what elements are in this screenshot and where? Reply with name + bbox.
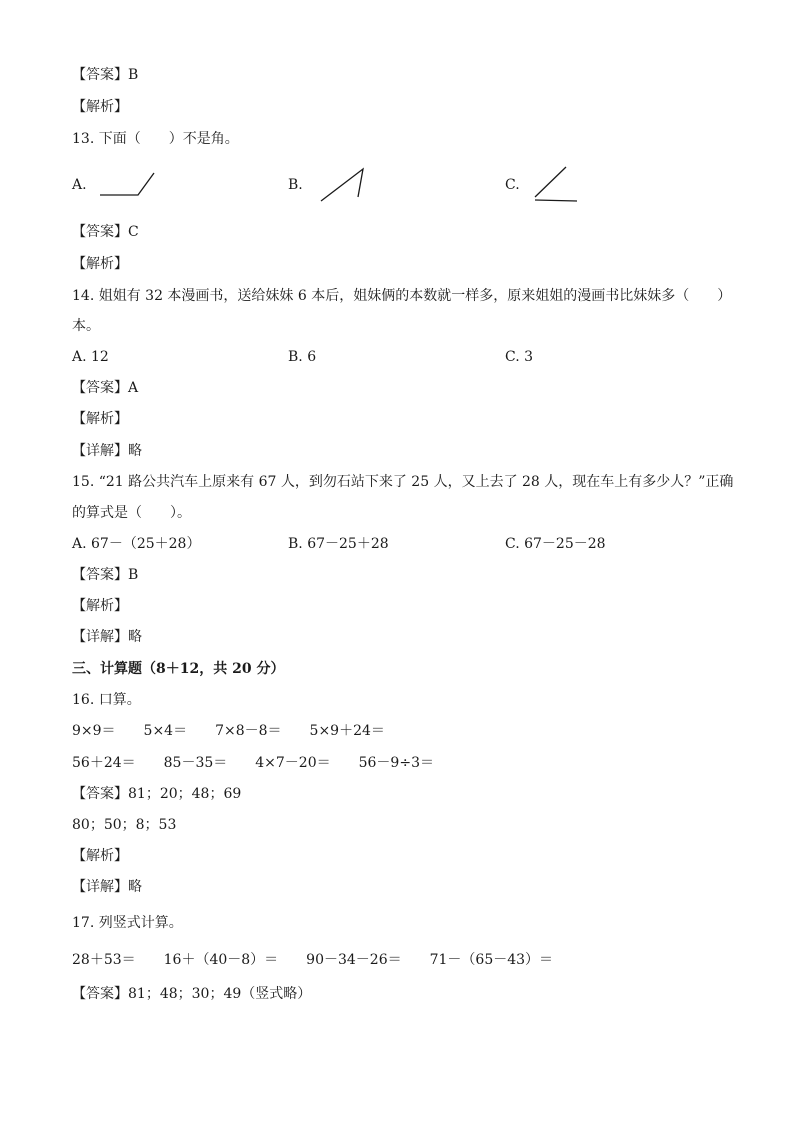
q14-answer-line [72,378,138,398]
q16-stem: 16. 口算。 [72,692,141,708]
q15-detail-line [72,627,142,647]
q13-option-c-letter: C. [505,177,520,193]
q13-option-b-figure [318,165,368,205]
answer-label: 【答案】 [72,380,128,396]
q16-detail: 略 [128,879,142,895]
q17-row1: 28＋53＝ 16＋（40－8）＝ 90－34－26＝ 71－（65－43）＝ [72,952,554,968]
q15-detail: 略 [128,629,142,645]
detail-label: 【详解】 [72,629,128,645]
q12-answer-line [72,65,138,85]
answer-label: 【答案】 [72,986,128,1002]
q14-answer: A [128,380,139,396]
q16-row2: 56＋24＝ 85－35＝ 4×7－20＝ 56－9÷3＝ [72,755,434,771]
q14-option-a: A. 12 [72,349,109,365]
q14-option-b: B. 6 [288,349,317,365]
q15-option-a: A. 67－（25＋28） [72,536,201,552]
q15-option-c: C. 67－25－28 [505,536,606,552]
q16-answer-line1: 81；20；48；69 [128,786,242,802]
q13-option-b-letter: B. [288,177,303,193]
q17-answer: 81；48；30；49（竖式略） [128,986,312,1002]
q14-stem-line2: 本。 [72,318,100,334]
answer-label: 【答案】 [72,786,128,802]
q13-stem: 13. 下面（ ）不是角。 [72,131,239,147]
q17-stem: 17. 列竖式计算。 [72,915,183,931]
q13-answer: C [128,224,139,240]
q14-stem-line1: 14. 姐姐有 32 本漫画书，送给妹妹 6 本后，姐妹俩的本数就一样多，原来姐姐的漫画书比妹妹多（ ） [72,288,732,304]
q12-analysis-label: 【解析】 [72,99,128,115]
q14-detail-line [72,441,142,461]
q16-answer-line [72,784,241,804]
q16-detail-line [72,877,142,897]
q16-row1: 9×9＝ 5×4＝ 7×8－8＝ 5×9＋24＝ [72,723,385,739]
q15-option-b: B. 67－25＋28 [288,536,389,552]
detail-label: 【详解】 [72,443,128,459]
q14-analysis-label: 【解析】 [72,411,128,427]
q16-answer-line2: 80；50；8；53 [72,817,177,833]
answer-label: 【答案】 [72,67,128,83]
q15-answer-line [72,565,138,585]
q14-option-c: C. 3 [505,349,534,365]
q13-analysis-label: 【解析】 [72,256,128,272]
q13-option-a-figure [98,170,158,200]
q17-answer-line [72,984,311,1004]
q13-option-c-figure [531,163,583,205]
answer-label: 【答案】 [72,224,128,240]
q14-detail: 略 [128,443,142,459]
q12-answer: B [128,67,139,83]
answer-label: 【答案】 [72,567,128,583]
q13-option-a-letter: A. [72,177,87,193]
section-heading: 三、计算题（8＋12，共 20 分） [72,661,285,677]
q15-stem-line2: 的算式是（ ）。 [72,505,191,521]
q15-answer: B [128,567,139,583]
q15-analysis-label: 【解析】 [72,598,128,614]
q15-stem-line1: 15. “21 路公共汽车上原来有 67 人，到勿石站下来了 25 人，又上去了 28 人，现在车上有多少人？”正确 [72,474,734,490]
q13-answer-line [72,222,139,242]
q16-analysis-label: 【解析】 [72,848,128,864]
detail-label: 【详解】 [72,879,128,895]
